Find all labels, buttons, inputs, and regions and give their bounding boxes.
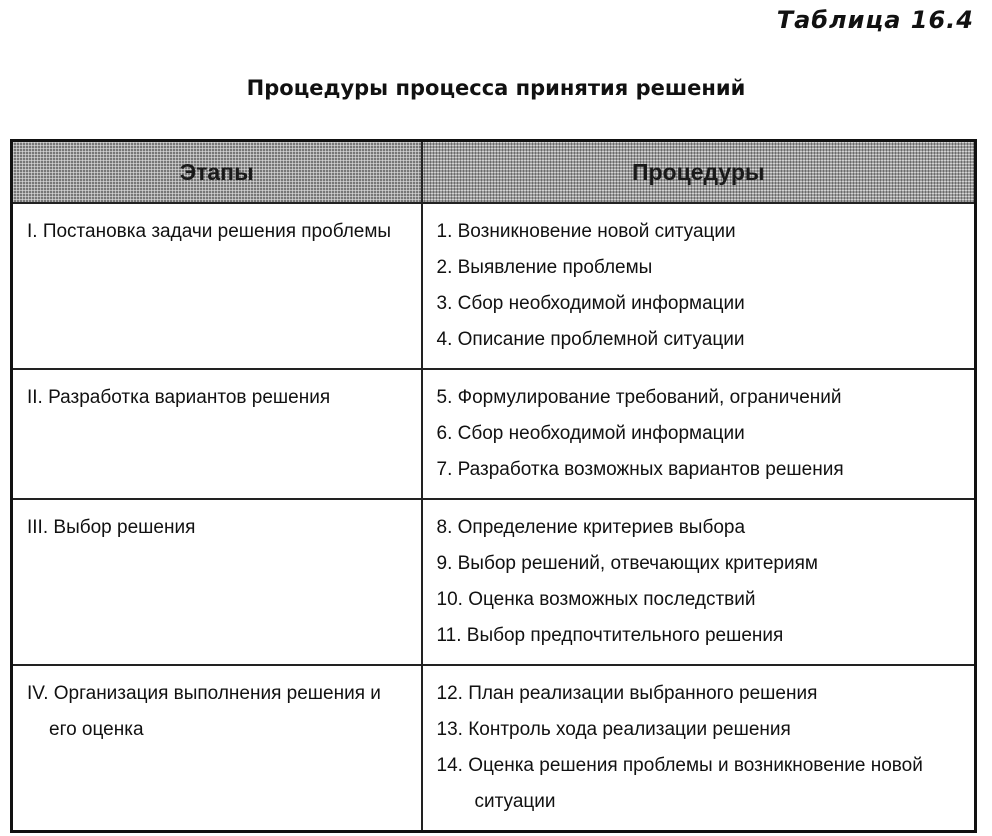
table-row xyxy=(12,499,976,665)
procedure-item: 6. Сбор необходимой информации xyxy=(436,423,745,444)
procedure-item: 7. Разработка возможных вариантов решения xyxy=(436,459,844,480)
procedure-item: 13. Контроль хода реализации решения xyxy=(436,719,791,740)
procedures-cell xyxy=(422,499,976,665)
stage-cell xyxy=(12,369,422,499)
procedure-item: 1. Возникновение новой ситуации xyxy=(436,221,736,242)
stage-label: I. Постановка задачи решения проблемы xyxy=(27,221,392,242)
procedures-cell xyxy=(422,665,976,832)
table-row xyxy=(12,369,976,499)
procedure-item: 9. Выбор решений, отвечающих критериям xyxy=(436,553,818,574)
table-title: Процедуры процесса принятия решений xyxy=(246,76,746,100)
table-row xyxy=(12,665,976,832)
procedure-item: 5. Формулирование требований, ограничений xyxy=(436,387,842,408)
table-row xyxy=(12,203,976,369)
table-number: Таблица 16.4 xyxy=(776,6,974,34)
procedures-cell xyxy=(422,203,976,369)
procedure-item: 12. План реализации выбранного решения xyxy=(436,683,818,704)
procedure-item: 2. Выявление проблемы xyxy=(436,257,653,278)
stage-label: II. Разработка вариантов решения xyxy=(27,387,331,408)
procedures-table xyxy=(10,139,977,833)
stage-cell xyxy=(12,499,422,665)
procedure-item: 11. Выбор предпочтительного решения xyxy=(436,625,784,646)
stage-label: III. Выбор решения xyxy=(27,517,196,538)
procedure-item: 4. Описание проблемной ситуации xyxy=(436,329,745,350)
stage-cell xyxy=(12,203,422,369)
procedures-cell xyxy=(422,369,976,499)
stage-label: IV. Организация выполнения решения и его оценка xyxy=(27,683,381,740)
procedure-item: 14. Оценка решения проблемы и возникновение новой ситуации xyxy=(436,755,923,812)
stage-cell xyxy=(12,665,422,832)
column-header-procedures: Процедуры xyxy=(422,141,976,204)
table-header-row xyxy=(12,141,976,204)
procedure-item: 8. Определение критериев выбора xyxy=(436,517,746,538)
column-header-stages: Этапы xyxy=(12,141,422,204)
procedure-item: 3. Сбор необходимой информации xyxy=(436,293,745,314)
procedure-item: 10. Оценка возможных последствий xyxy=(436,589,756,610)
